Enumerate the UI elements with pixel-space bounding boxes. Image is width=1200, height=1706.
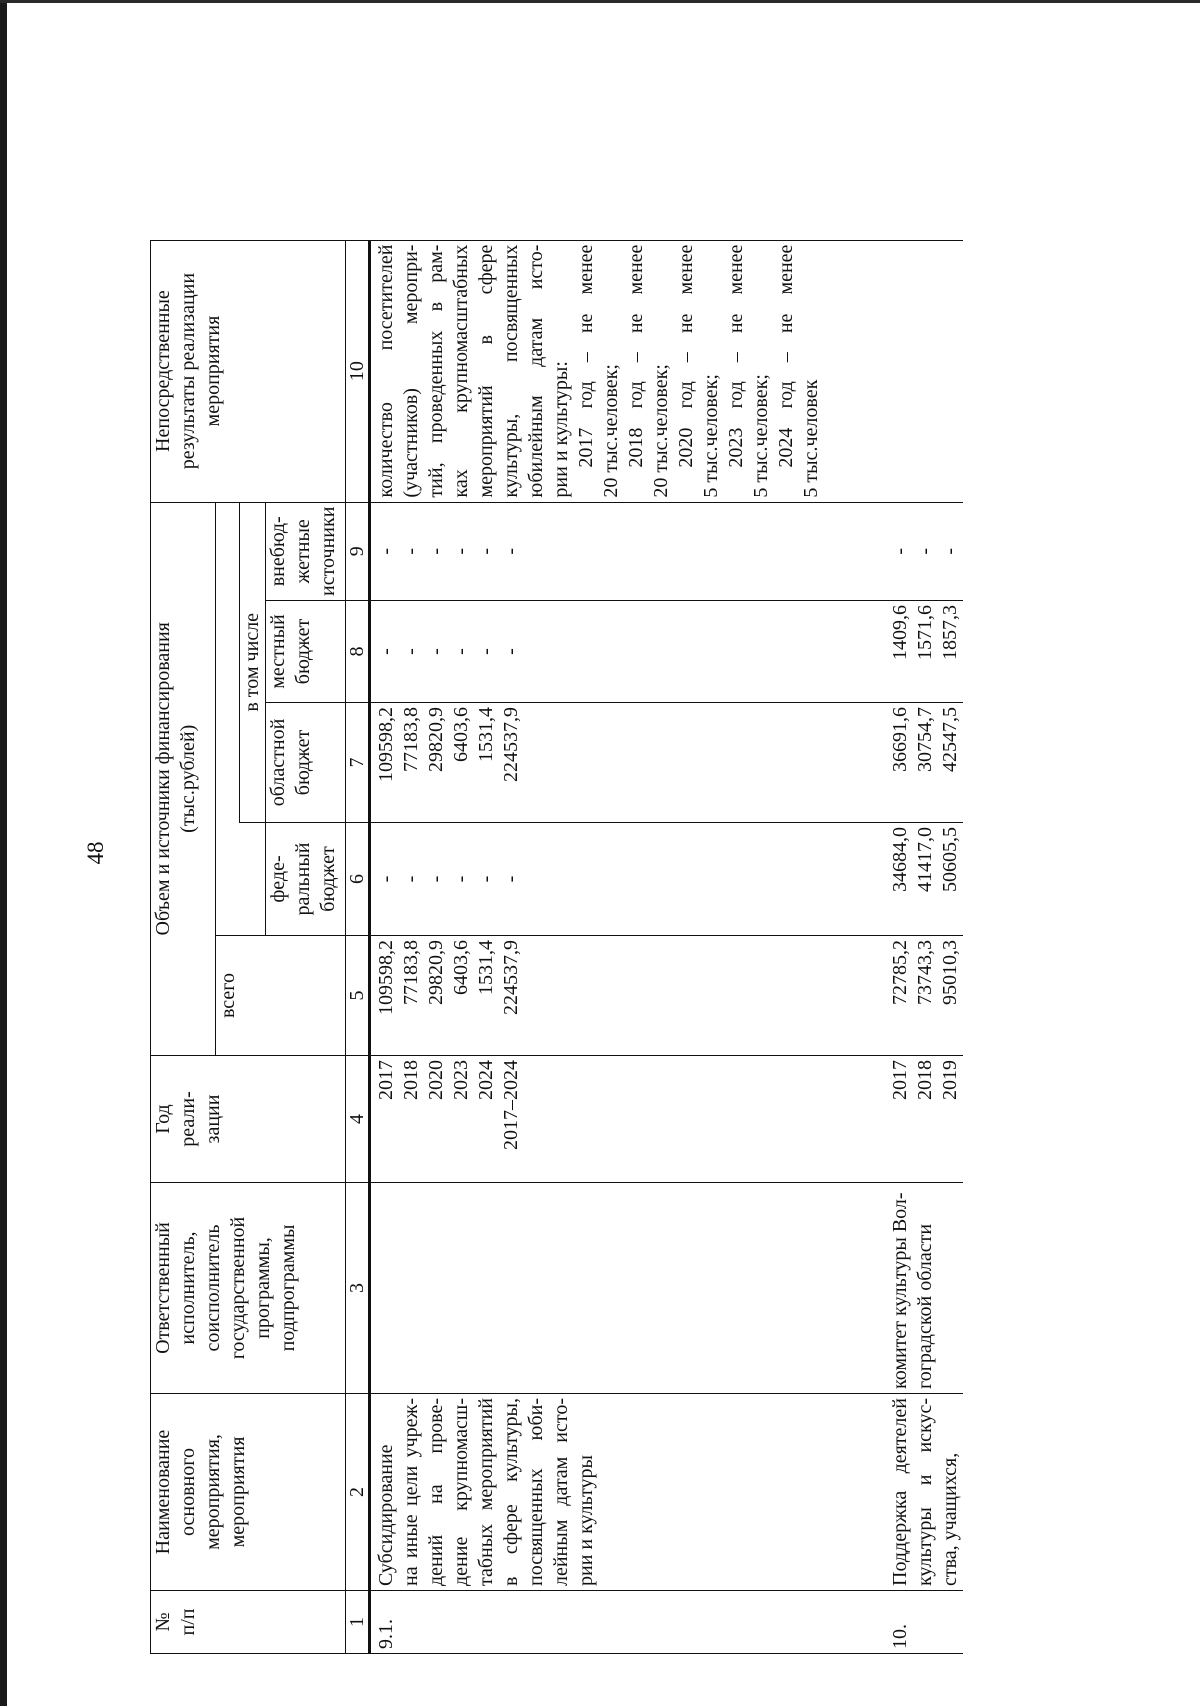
- cell-line: 2023 год – не менее: [725, 244, 747, 468]
- cell-line: Субсидирование: [375, 1444, 397, 1586]
- cell-line: лейным датам исто-: [550, 1398, 572, 1586]
- cell-line: -: [425, 547, 447, 555]
- cell-line: -: [400, 547, 422, 555]
- row-name: [888, 1394, 963, 1591]
- header-extrabudget: [266, 502, 346, 600]
- cell-line: рии и культуры:: [550, 361, 572, 498]
- cell-line: местный: [267, 614, 289, 689]
- cell-line: ках крупномасштабных: [450, 244, 472, 498]
- cell-line: гоградской области: [914, 1223, 936, 1389]
- cell-line: -: [450, 547, 472, 555]
- header-local: [266, 601, 346, 703]
- cell-line: 77183,8: [400, 707, 422, 772]
- header-financing-group: [151, 502, 216, 1055]
- row-number: 10.: [888, 1591, 963, 1654]
- row-number: 9.1.: [370, 1591, 825, 1654]
- cell-line: 29820,9: [425, 707, 447, 772]
- cell-line: исполнитель,: [177, 1231, 199, 1345]
- colnum-2: 2: [346, 1394, 370, 1591]
- cell-line: 6403,6: [450, 940, 472, 995]
- cell-line: дений на прове-: [425, 1398, 447, 1586]
- cell-line: (участников) меропри-: [400, 244, 422, 498]
- cell-line: п/п: [177, 1608, 199, 1636]
- colnum-9: 9: [346, 502, 370, 600]
- row-executor: [370, 1183, 825, 1394]
- cell-line: табных мероприятий: [475, 1398, 497, 1586]
- cell-line: феде-: [267, 855, 289, 903]
- row-extrabudget: [888, 502, 963, 600]
- cell-line: -: [500, 875, 522, 883]
- cell-line: Наименование: [152, 1429, 174, 1555]
- row-results: [370, 240, 825, 502]
- cell-line: результаты реализации: [177, 272, 199, 470]
- cell-line: 20 тыс.человек;: [650, 364, 672, 498]
- cell-line: 2024: [475, 1060, 497, 1100]
- cell-line: 50605,5: [939, 827, 961, 892]
- cell-line: 6403,6: [450, 707, 472, 762]
- cell-line: источники: [317, 506, 339, 596]
- cell-line: 1409,6: [889, 605, 911, 660]
- cell-line: мероприятия,: [202, 1434, 224, 1550]
- cell-line: 36691,6: [889, 707, 911, 772]
- header-federal: [266, 823, 346, 936]
- cell-line: 42547,5: [939, 707, 961, 772]
- cell-line: бюджет: [292, 618, 314, 685]
- cell-line: 2018: [400, 1060, 422, 1100]
- cell-line: -: [475, 547, 497, 555]
- table-row: [370, 240, 825, 1653]
- row-total: [370, 936, 825, 1056]
- cell-line: -: [450, 648, 472, 655]
- colnum-1: 1: [346, 1591, 370, 1654]
- row-federal: [888, 823, 963, 936]
- row-years: [888, 1056, 963, 1183]
- cell-line: 5 тыс.человек;: [700, 374, 722, 498]
- cell-line: 2017: [375, 1060, 397, 1100]
- cell-line: -: [939, 547, 961, 555]
- cell-line: 41417,0: [914, 827, 936, 892]
- cell-line: 5 тыс.человек;: [750, 374, 772, 498]
- row-gap: [824, 240, 888, 1653]
- cell-line: ства, учащихся,: [939, 1452, 961, 1586]
- cell-line: областной: [267, 718, 289, 807]
- cell-line: -: [425, 648, 447, 655]
- cell-line: 72785,2: [889, 940, 911, 1005]
- column-numbers-row: [346, 240, 370, 1653]
- cell-line: 109598,2: [375, 940, 397, 1015]
- header-total: всего: [216, 936, 346, 1056]
- cell-line: подпрограммы: [277, 1224, 299, 1352]
- cell-line: 2020 год – не менее: [675, 244, 697, 468]
- cell-line: юбилейным датам исто-: [525, 244, 547, 498]
- header-subgroup: в том числе: [240, 502, 266, 822]
- cell-line: в сфере культуры,: [500, 1398, 522, 1586]
- cell-line: -: [889, 547, 911, 555]
- cell-line: -: [375, 648, 397, 655]
- cell-line: 1531,4: [475, 707, 497, 762]
- cell-line: -: [375, 875, 397, 883]
- cell-line: -: [425, 875, 447, 883]
- cell-line: жетные: [292, 519, 314, 584]
- row-years: [370, 1056, 825, 1183]
- cell-line: комитет культуры Вол-: [889, 1192, 911, 1389]
- cell-line: -: [500, 648, 522, 655]
- row-extrabudget: [370, 502, 825, 600]
- colnum-7: 7: [346, 703, 370, 823]
- cell-line: -: [914, 547, 936, 555]
- cell-line: бюджет: [292, 729, 314, 796]
- cell-line: Ответственный: [152, 1222, 174, 1354]
- cell-line: культуры и искус-: [914, 1398, 936, 1586]
- colnum-3: 3: [346, 1183, 370, 1394]
- row-local: [370, 601, 825, 703]
- cell-line: 2017–2024: [500, 1060, 522, 1150]
- cell-line: 2018: [914, 1060, 936, 1100]
- cell-line: зации: [202, 1094, 224, 1144]
- cell-line: реали-: [177, 1091, 199, 1147]
- cell-line: -: [375, 547, 397, 555]
- row-federal: [370, 823, 825, 936]
- cell-line: 224537,9: [500, 940, 522, 1015]
- header-executor: [151, 1183, 346, 1394]
- cell-line: 2017: [889, 1060, 911, 1100]
- cell-line: 30754,7: [914, 707, 936, 772]
- cell-line: 20 тыс.человек;: [600, 364, 622, 498]
- cell-line: мероприятия: [202, 315, 224, 427]
- cell-line: бюджет: [317, 846, 339, 912]
- row-results: [888, 240, 963, 502]
- cell-line: рии и культуры: [575, 1455, 597, 1586]
- header-year: [151, 1056, 346, 1183]
- cell-line: 2019: [939, 1060, 961, 1100]
- cell-line: -: [475, 875, 497, 883]
- row-name: [370, 1394, 825, 1591]
- header-num: [151, 1591, 346, 1654]
- cell-line: государственной: [227, 1216, 249, 1360]
- row-total: [888, 936, 963, 1056]
- cell-line: -: [400, 648, 422, 655]
- cell-line: тий, проведенных в рам-: [425, 244, 447, 498]
- colnum-5: 5: [346, 936, 370, 1056]
- colnum-8: 8: [346, 601, 370, 703]
- cell-line: соисполнитель: [202, 1224, 224, 1352]
- header-results: [151, 240, 346, 502]
- cell-line: 2018 год – не менее: [625, 244, 647, 468]
- cell-line: (тыс.рублей): [177, 724, 199, 833]
- financing-table: [150, 240, 963, 1654]
- cell-line: 73743,3: [914, 940, 936, 1005]
- cell-line: мероприятий в сфере: [475, 244, 497, 498]
- cell-line: 1531,4: [475, 940, 497, 995]
- cell-line: внебюд-: [267, 516, 289, 587]
- cell-line: -: [450, 875, 472, 883]
- header-row-1: [151, 240, 216, 1653]
- cell-line: культуры, посвященных: [500, 244, 522, 498]
- colnum-10: 10: [346, 240, 370, 502]
- cell-line: 2024 год – не менее: [775, 244, 797, 468]
- cell-line: мероприятия: [227, 1436, 249, 1548]
- cell-line: 2020: [425, 1060, 447, 1100]
- cell-line: 77183,8: [400, 940, 422, 1005]
- header-name: [151, 1394, 346, 1591]
- cell-line: 1571,6: [914, 605, 936, 660]
- page-number: 48: [83, 841, 108, 865]
- cell-line: основного: [177, 1448, 199, 1536]
- cell-line: посвященных юби-: [525, 1398, 547, 1586]
- cell-line: 34684,0: [889, 827, 911, 892]
- row-local: [888, 601, 963, 703]
- cell-line: 1857,3: [939, 605, 961, 660]
- cell-line: ральный: [292, 842, 314, 916]
- header-regional: [266, 703, 346, 823]
- cell-line: 95010,3: [939, 940, 961, 1005]
- cell-line: 224537,9: [500, 707, 522, 782]
- cell-line: Непосредственные: [152, 290, 174, 452]
- cell-line: 2017 год – не менее: [575, 244, 597, 468]
- cell-line: дение крупномасш-: [450, 1398, 472, 1586]
- cell-line: Год: [152, 1104, 174, 1134]
- cell-line: Поддержка деятелей: [889, 1398, 911, 1586]
- table-row: [888, 240, 963, 1653]
- cell-line: -: [500, 547, 522, 555]
- colnum-4: 4: [346, 1056, 370, 1183]
- cell-line: Объем и источники финансирования: [152, 622, 174, 936]
- cell-line: 109598,2: [375, 707, 397, 782]
- cell-line: -: [475, 648, 497, 655]
- row-regional: [888, 703, 963, 823]
- row-executor: [888, 1183, 963, 1394]
- cell-line: -: [400, 875, 422, 883]
- cell-line: на иные цели учреж-: [400, 1398, 422, 1586]
- cell-line: программы,: [252, 1237, 274, 1339]
- cell-line: №: [152, 1612, 174, 1632]
- cell-line: количество посетителей: [375, 244, 397, 498]
- cell-line: 29820,9: [425, 940, 447, 1005]
- cell-line: 2023: [450, 1060, 472, 1100]
- cell-line: 5 тыс.человек: [800, 379, 822, 498]
- colnum-6: 6: [346, 823, 370, 936]
- row-regional: [370, 703, 825, 823]
